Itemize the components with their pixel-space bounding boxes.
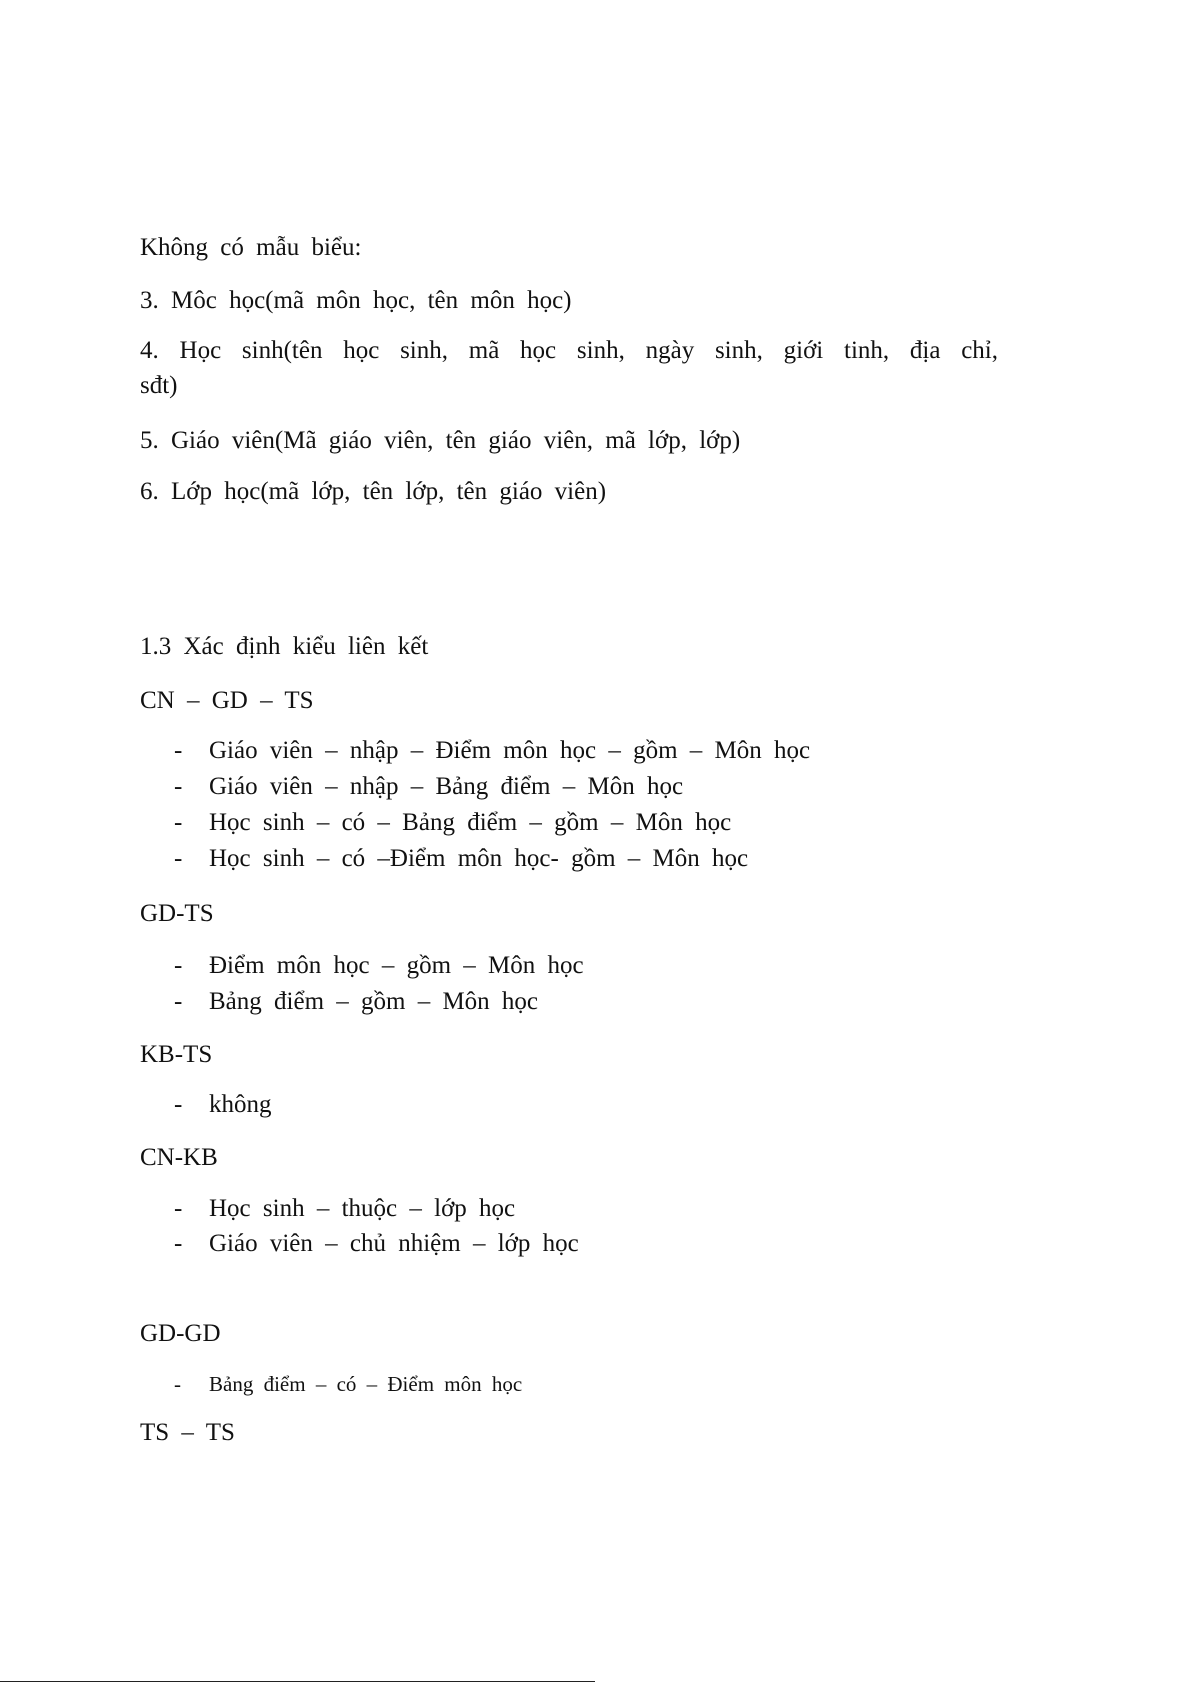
bullet-dash: - xyxy=(174,988,183,1015)
list-item-text: Giáo viên – nhập – Điểm môn học – gồm – Môn học xyxy=(209,737,811,764)
list-item-text: Bảng điểm – gồm – Môn học xyxy=(209,988,539,1015)
group-heading: TS – TS xyxy=(140,1419,235,1446)
list-item xyxy=(174,1087,272,1123)
list-item xyxy=(174,1366,522,1402)
list-item xyxy=(174,841,748,877)
entity-line-6: 6. Lớp học(mã lớp, tên lớp, tên giáo viên) xyxy=(140,478,607,505)
list-item xyxy=(174,733,810,769)
list-item xyxy=(174,1191,515,1227)
list-item xyxy=(174,769,683,805)
entity-line-5: 5. Giáo viên(Mã giáo viên, tên giáo viên, mã lớp, lớp) xyxy=(140,427,741,454)
group-heading: GD-GD xyxy=(140,1320,221,1347)
list-item-text: Giáo viên – chủ nhiệm – lớp học xyxy=(209,1230,579,1257)
bullet-dash: - xyxy=(174,1091,183,1118)
bullet-dash: - xyxy=(174,773,183,800)
group-heading: GD-TS xyxy=(140,900,214,927)
list-item-text: Học sinh – có –Điểm môn học- gồm – Môn học xyxy=(209,845,749,872)
list-item-text: không xyxy=(209,1091,272,1118)
bullet-dash: - xyxy=(174,737,183,764)
entity-line-4: 4. Học sinh(tên học sinh, mã học sinh, ngày sinh, giới tinh, địa chỉ, xyxy=(140,337,998,364)
group-heading: KB-TS xyxy=(140,1041,213,1068)
group-heading: CN-KB xyxy=(140,1144,218,1171)
section-title: 1.3 Xác định kiểu liên kết xyxy=(140,633,429,660)
bullet-dash: - xyxy=(174,952,183,979)
list-item xyxy=(174,805,731,841)
list-item xyxy=(174,984,538,1020)
list-item-text: Học sinh – thuộc – lớp học xyxy=(209,1195,516,1222)
list-item-text: Bảng điểm – có – Điểm môn học xyxy=(209,1372,523,1396)
bullet-dash: - xyxy=(174,845,183,872)
list-item xyxy=(174,1226,579,1262)
list-item xyxy=(174,948,584,984)
intro-heading: Không có mẫu biểu: xyxy=(140,234,362,261)
entity-line-3: 3. Môc học(mã môn học, tên môn học) xyxy=(140,287,572,314)
list-item-text: Điểm môn học – gồm – Môn học xyxy=(209,952,584,979)
bullet-dash: - xyxy=(174,1372,181,1396)
entity-line-4-continued: sđt) xyxy=(140,372,178,399)
footer-rule xyxy=(0,1681,595,1682)
bullet-dash: - xyxy=(174,809,183,836)
bullet-dash: - xyxy=(174,1195,183,1222)
list-item-text: Học sinh – có – Bảng điểm – gồm – Môn học xyxy=(209,809,732,836)
group-heading: CN – GD – TS xyxy=(140,687,314,714)
list-item-text: Giáo viên – nhập – Bảng điểm – Môn học xyxy=(209,773,684,800)
bullet-dash: - xyxy=(174,1230,183,1257)
